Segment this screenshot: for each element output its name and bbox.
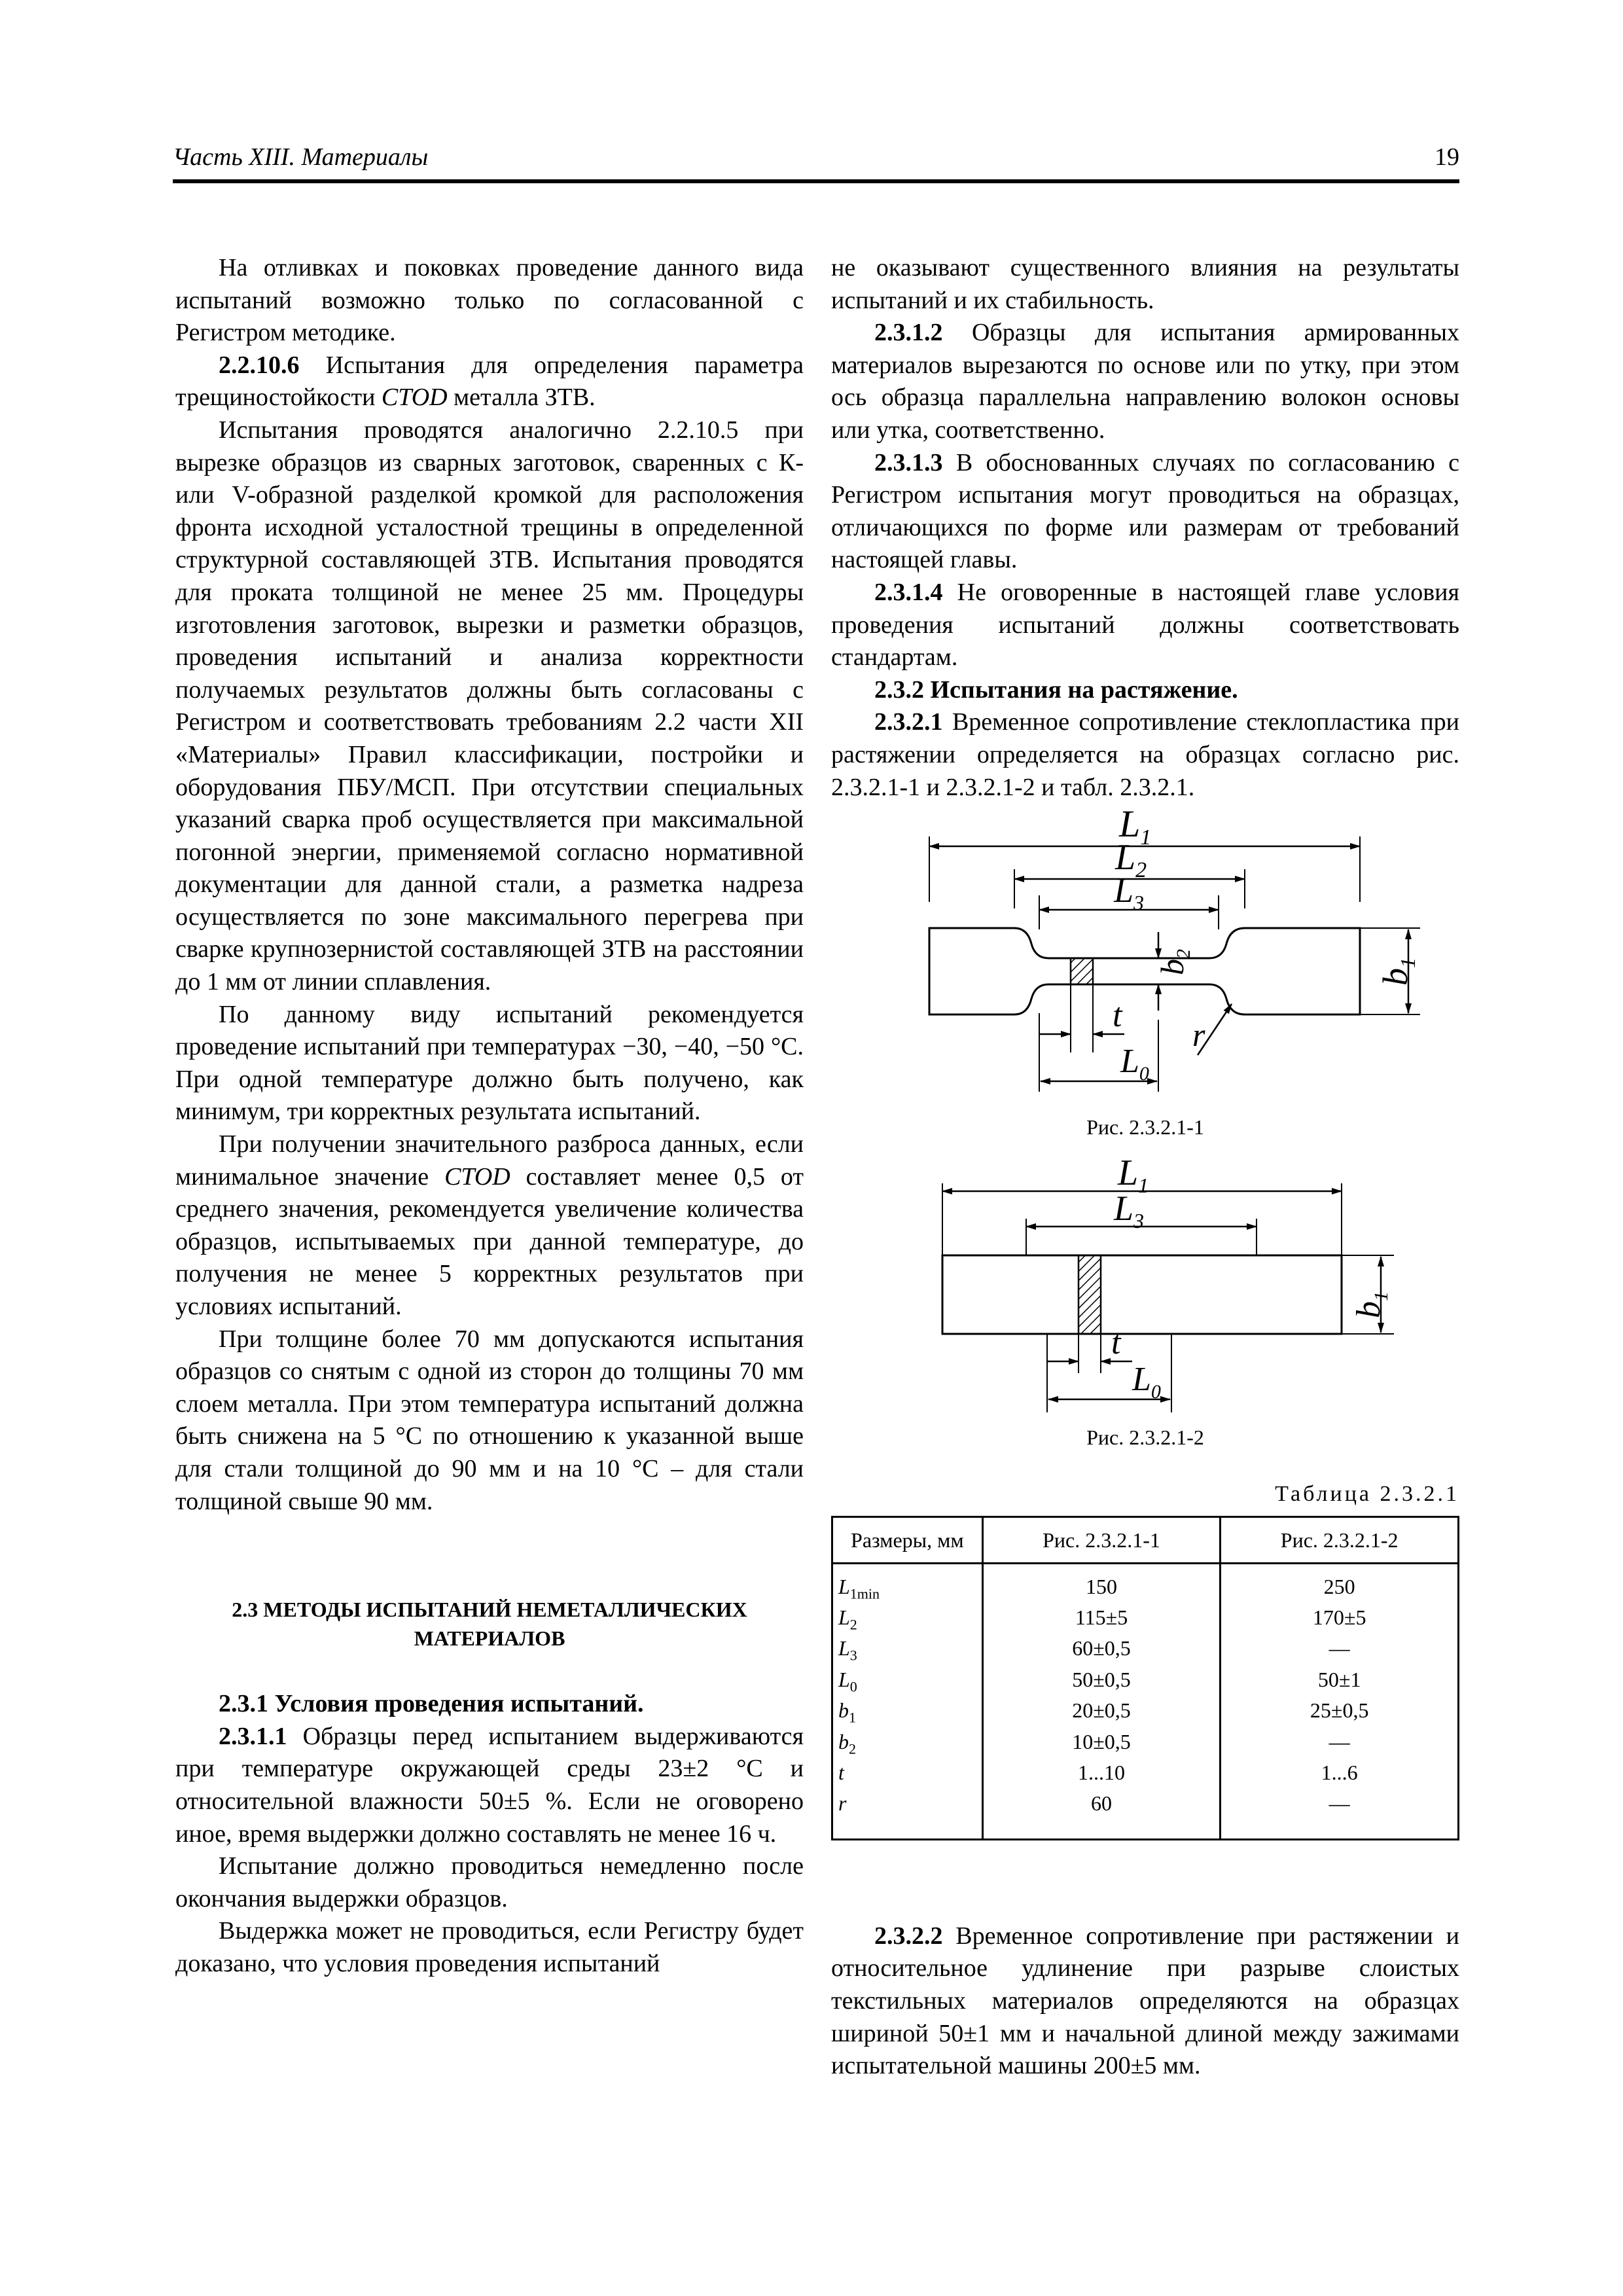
value-fig1: 150 (982, 1563, 1221, 1605)
paragraph (175, 350, 804, 414)
text: Испытания для определения параметра трещиностойкости (175, 351, 804, 412)
table-row (832, 1698, 1459, 1729)
label-L3: $L_3$ (1114, 870, 1145, 915)
paragraph (831, 1920, 1459, 2083)
value-fig1: 1...10 (982, 1761, 1221, 1791)
table-header-row (832, 1516, 1459, 1563)
figure-caption: Рис. 2.3.2.1-1 (1086, 1115, 1204, 1139)
column-header: Рис. 2.3.2.1-2 (1221, 1516, 1459, 1563)
value-fig1: 60 (982, 1791, 1221, 1839)
paragraph (831, 447, 1459, 577)
paragraph (831, 706, 1459, 804)
figure-dogbone-specimen (831, 804, 1459, 1105)
text: При получении значительного разброса данных, если минимальное значение (175, 1130, 804, 1191)
text: Временное сопротивление стеклопластика при растяжении определяется на образцах согласно рис. 2.3.2.1-1 и 2.3.2.1-2 и табл. 2.3.2.1. (831, 708, 1459, 801)
text: составляет менее 0,5 от среднего значения, рекомендуется увеличение количества образцов, испытываемых при данной температуре, до получения не менее 5 корректных результатов при условиях испытаний. (175, 1162, 804, 1320)
value-fig2: 170±5 (1221, 1605, 1459, 1636)
text: CTOD (444, 1162, 510, 1191)
label-b1: $b_1$ (1350, 1291, 1392, 1319)
clause-number: 2.3.1.1 (219, 1722, 287, 1750)
table-row (832, 1636, 1459, 1667)
left-column (175, 252, 804, 1981)
text: Образцы перед испытанием выдерживаются при температуре окружающей среды 23±2 °С и относительной влажности 50±5 %. Если не оговорено иное, время выдержки должно составлять не менее 16 ч. (175, 1722, 804, 1848)
label-L1: $L_1$ (1119, 804, 1152, 850)
value-fig1: 20±0,5 (982, 1698, 1221, 1729)
page-header (173, 143, 1459, 183)
paragraph (831, 317, 1459, 446)
dogbone-drawing (831, 804, 1459, 1105)
table-title: Таблица 2.3.2.1 (1275, 1482, 1459, 1507)
text: В обоснованных случаях по согласованию с Регистром испытания могут проводиться на образцах, отличающихся по форме или размерам от требований настоящей главы. (831, 448, 1459, 574)
label-L0: $L_0$ (1132, 1361, 1161, 1403)
paragraph (175, 1128, 804, 1323)
column-header: Рис. 2.3.2.1-1 (982, 1516, 1221, 1563)
paragraph: Испытания проводятся аналогично 2.2.10.5 при вырезке образцов из сварных заготовок, сваренных с К- или V-образной разделкой кромкой для расположения фронта исходной усталостной трещины в определенной структурной составляющей ЗТВ. Испытания проводятся для проката толщиной не менее 25 мм. Процедуры изготовления заготовок, вырезки и разметки образцов, проведения испытаний и анализа корректности получаемых результатов должны быть согласованы с Регистром и соответствовать требованиям 2.2 части XII «Материалы» Правил классификации, постройки и оборудования ПБУ/МСП. При отсутствии специальных указаний сварка проб осуществляется при максимальной погонной энергии, применяемой согласно нормативной документации для данной стали, а разметка надреза осуществляется по зоне максимального перегрева при сварке крупнозернистой составляющей ЗТВ на расстоянии до 1 мм от линии сплавления. (175, 416, 804, 996)
strip-drawing (831, 1157, 1459, 1419)
paragraph: Выдержка может не проводиться, если Регистру будет доказано, что условия проведения испытаний (175, 1917, 804, 1977)
figure-strip-specimen (831, 1157, 1459, 1419)
paragraph: При толщине более 70 мм допускаются испытания образцов со снятым с одной из сторон до толщины 70 мм слоем металла. При этом температура испытаний должна быть снижена на 5 °С по отношению к указанной выше для стали толщиной до 90 мм и на 10 °С – для стали толщиной свыше 90 мм. (175, 1325, 804, 1515)
text: Не оговоренные в настоящей главе условия проведения испытаний должны соответствовать стандартам. (831, 578, 1459, 672)
section-heading-line: 2.3 МЕТОДЫ ИСПЫТАНИЙ НЕМЕТАЛЛИЧЕСКИХ (232, 1598, 747, 1622)
table-row (832, 1791, 1459, 1839)
paragraph: По данному виду испытаний рекомендуется проведение испытаний при температурах −30, −40, −50 °С. При одной температуре должно быть получено, как минимум, три корректных результата испытаний. (175, 1000, 804, 1126)
paragraph: На отливках и поковках проведение данного вида испытаний возможно только по согласованной с Регистром методике. (175, 254, 804, 347)
value-fig1: 50±0,5 (982, 1668, 1221, 1698)
table-row (832, 1563, 1459, 1605)
clause-number: 2.3.1.4 (874, 578, 943, 606)
clause-number: 2.2.10.6 (219, 351, 300, 379)
value-fig2: 50±1 (1221, 1668, 1459, 1698)
value-fig2: 250 (1221, 1563, 1459, 1605)
value-fig2: 25±0,5 (1221, 1698, 1459, 1729)
clause-number: 2.3.2.1 (874, 708, 943, 736)
table-row (832, 1730, 1459, 1761)
value-fig1: 10±0,5 (982, 1730, 1221, 1761)
value-fig2: — (1221, 1730, 1459, 1761)
label-L1: $L_1$ (1118, 1157, 1149, 1198)
label-L3: $L_3$ (1114, 1189, 1145, 1233)
label-r: r (1192, 1016, 1205, 1054)
dimension-name: t (832, 1761, 983, 1791)
table-row (832, 1668, 1459, 1698)
table-body (832, 1563, 1459, 1839)
dimension-name: $L_0$ (832, 1668, 983, 1698)
value-fig1: 60±0,5 (982, 1636, 1221, 1667)
dimension-name: $b_1$ (832, 1698, 983, 1729)
dimensions-table (831, 1516, 1459, 1840)
column-header: Размеры, мм (832, 1516, 983, 1563)
clause-number: 2.3.2.2 (874, 1922, 943, 1950)
subsection-heading: 2.3.1 Условия проведения испытаний. (219, 1690, 644, 1718)
text: CTOD (381, 384, 448, 412)
dimension-name: $L_2$ (832, 1605, 983, 1636)
dimension-name: r (832, 1791, 983, 1839)
value-fig1: 115±5 (982, 1605, 1221, 1636)
paragraph: Испытание должно проводиться немедленно после окончания выдержки образцов. (175, 1852, 804, 1912)
label-L0: $L_0$ (1120, 1043, 1149, 1085)
page-number: 19 (1435, 143, 1459, 171)
clause-number: 2.3.1.3 (874, 448, 943, 476)
subsection-heading: 2.3.2 Испытания на растяжение. (874, 675, 1238, 704)
label-L2: $L_2$ (1115, 837, 1147, 883)
label-b1: $b_1$ (1376, 958, 1419, 986)
label-b2: $b_2$ (1154, 949, 1194, 976)
text: Образцы для испытания армированных материалов вырезаются по основе или по утку, при этом ось образца параллельна направлению волокон основы или утка, соответственно. (831, 319, 1459, 444)
value-fig2: 1...6 (1221, 1761, 1459, 1791)
section-heading-line: МАТЕРИАЛОВ (414, 1626, 565, 1651)
section-heading (175, 1595, 804, 1653)
paragraph (831, 577, 1459, 674)
dimension-name: $L_{1min}$ (832, 1563, 983, 1605)
dimension-name: $L_3$ (832, 1636, 983, 1667)
text: металла ЗТВ. (447, 384, 596, 412)
text: Временное сопротивление при растяжении и относительное удлинение при разрыве слоистых текстильных материалов определяются на образцах шириной 50±1 мм и начальной длиной между зажимами испытательной машины 200±5 мм. (831, 1922, 1459, 2080)
right-column (831, 252, 1459, 2083)
value-fig2: — (1221, 1791, 1459, 1839)
clause-number: 2.3.1.2 (874, 319, 943, 347)
label-t: t (1113, 997, 1122, 1035)
table-row (832, 1605, 1459, 1636)
paragraph (175, 1721, 804, 1850)
label-t: t (1111, 1324, 1121, 1362)
dimension-name: $b_2$ (832, 1730, 983, 1761)
paragraph: не оказывают существенного влияния на результаты испытаний и их стабильность. (831, 254, 1459, 314)
running-title: Часть XIII. Материалы (173, 143, 429, 171)
figure-caption: Рис. 2.3.2.1-2 (1086, 1426, 1204, 1450)
value-fig2: — (1221, 1636, 1459, 1667)
table-row (832, 1761, 1459, 1791)
